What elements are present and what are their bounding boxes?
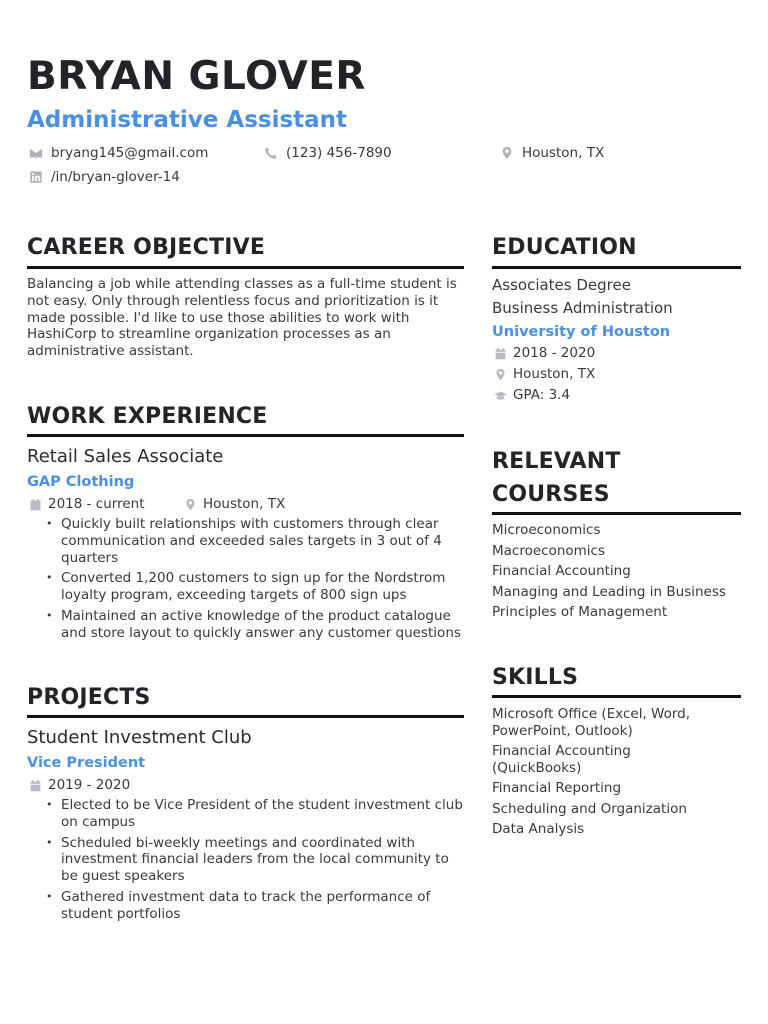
skills-heading: SKILLS xyxy=(492,665,579,690)
work-dates xyxy=(29,495,145,513)
list-item: Managing and Leading in Business xyxy=(492,583,726,600)
project-dates-text: 2019 - 2020 xyxy=(48,777,131,793)
education-gpa xyxy=(494,386,570,404)
project-dates xyxy=(29,776,130,794)
courses-heading-line1: RELEVANT xyxy=(492,449,621,474)
projects-rule xyxy=(27,715,464,718)
job-title: Administrative Assistant xyxy=(27,107,348,133)
education-location-text: Houston, TX xyxy=(513,366,596,382)
calendar-icon xyxy=(494,347,507,360)
objective-heading: CAREER OBJECTIVE xyxy=(27,235,266,260)
contact-location xyxy=(500,144,604,162)
education-heading: EDUCATION xyxy=(492,235,637,260)
list-item: • Gathered investment data to track the performance of student portfolios xyxy=(27,889,464,923)
list-item: • Maintained an active knowledge of the product catalogue and store layout to quickly answer any customer questions xyxy=(27,608,464,642)
work-heading: WORK EXPERIENCE xyxy=(27,404,268,429)
location-text: Houston, TX xyxy=(522,145,605,161)
list-item: Macroeconomics xyxy=(492,542,606,559)
work-role: Retail Sales Associate xyxy=(27,446,224,467)
courses-rule xyxy=(492,512,741,515)
list-item: Microsoft Office (Excel, Word, PowerPoint, Outlook) xyxy=(492,706,691,739)
list-item: Financial Reporting xyxy=(492,780,622,796)
list-item: • Elected to be Vice President of the student investment club on campus xyxy=(27,797,464,831)
map-pin-icon xyxy=(500,146,514,160)
list-item: Financial Accounting xyxy=(492,563,631,579)
contact-phone[interactable] xyxy=(264,144,392,162)
project-bullets xyxy=(27,797,464,927)
education-location xyxy=(494,365,595,383)
list-item: Microeconomics xyxy=(492,522,601,538)
graduation-cap-icon xyxy=(494,389,507,402)
candidate-name: BRYAN GLOVER xyxy=(27,54,366,99)
work-rule xyxy=(27,434,464,437)
project-role: Vice President xyxy=(27,755,146,771)
linkedin-text: /in/bryan-glover-14 xyxy=(51,169,180,185)
work-bullets xyxy=(27,516,464,646)
contact-linkedin[interactable] xyxy=(29,168,180,186)
education-dates xyxy=(494,344,595,362)
project-name: Student Investment Club xyxy=(27,727,252,748)
work-location xyxy=(184,495,285,513)
list-item: • Quickly built relationships with customers through clear communication and exceeded sales targets in 3 out of 4 quarters xyxy=(27,516,464,566)
email-text: bryang145@gmail.com xyxy=(51,145,209,161)
education-degree: Associates Degree xyxy=(492,276,631,294)
education-dates-text: 2018 - 2020 xyxy=(513,345,596,361)
calendar-icon xyxy=(29,779,42,792)
work-location-text: Houston, TX xyxy=(203,496,286,512)
phone-icon xyxy=(264,146,278,160)
education-gpa-text: GPA: 3.4 xyxy=(513,387,571,403)
list-item: Financial Accounting (QuickBooks) xyxy=(492,743,631,776)
education-school: University of Houston xyxy=(492,324,671,340)
courses-list xyxy=(492,522,741,625)
education-rule xyxy=(492,266,741,269)
education-field: Business Administration xyxy=(492,299,673,317)
skills-rule xyxy=(492,695,741,698)
work-dates-text: 2018 - current xyxy=(48,496,145,512)
work-company: GAP Clothing xyxy=(27,474,135,490)
list-item: Data Analysis xyxy=(492,821,585,837)
contact-email[interactable] xyxy=(29,144,208,162)
list-item: Principles of Management xyxy=(492,604,668,620)
objective-text: Balancing a job while attending classes as a full-time student is not easy. Only through relentless focus and prioritization is it made possible. I'd like to use those abilities to work with HashiCorp to streamline organization processes as an administrative assistant. xyxy=(27,276,457,360)
skills-list xyxy=(492,706,724,842)
list-item: • Converted 1,200 customers to sign up for the Nordstrom loyalty program, exceeding targets of 800 sign ups xyxy=(27,570,464,604)
phone-text: (123) 456-7890 xyxy=(286,145,392,161)
calendar-icon xyxy=(29,498,42,511)
projects-heading: PROJECTS xyxy=(27,685,151,710)
list-item: • Scheduled bi-weekly meetings and coordinated with investment financial leaders from the local community to be guest speakers xyxy=(27,835,464,885)
envelope-icon xyxy=(29,146,43,160)
linkedin-icon xyxy=(29,170,43,184)
map-pin-icon xyxy=(184,498,197,511)
list-item: Scheduling and Organization xyxy=(492,800,687,817)
objective-rule xyxy=(27,266,464,269)
courses-heading-line2: COURSES xyxy=(492,482,610,507)
map-pin-icon xyxy=(494,368,507,381)
